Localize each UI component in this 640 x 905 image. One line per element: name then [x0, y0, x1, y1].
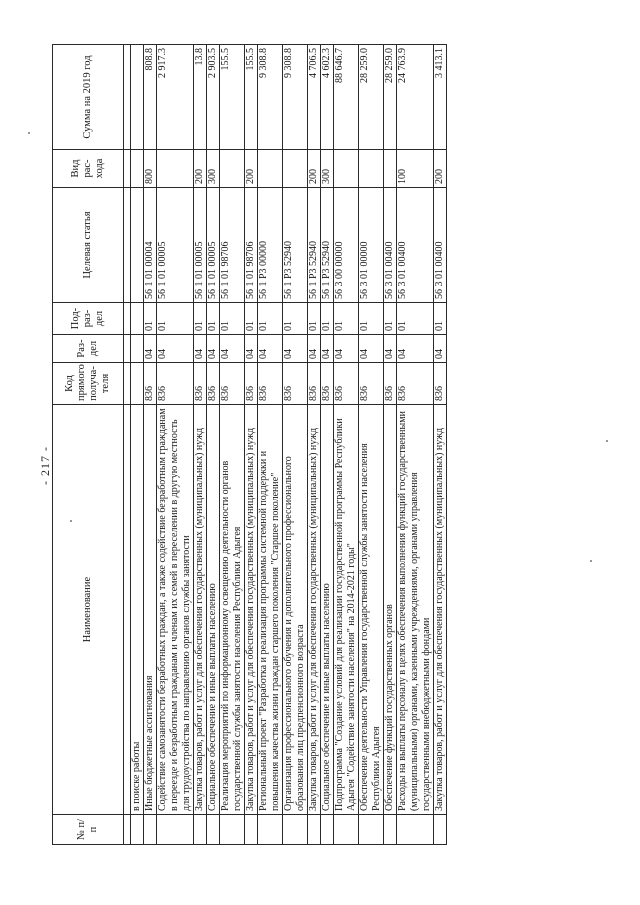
row-number [220, 815, 245, 845]
row-target-article: 56 1 01 00005 [207, 188, 220, 303]
row-target-article: 56 3 01 00000 [359, 188, 384, 303]
row-section: 04 [334, 335, 359, 363]
row-sum: 9 308.8 [283, 45, 308, 150]
row-sum: 24 763.9 [397, 45, 434, 150]
row-target-article: 56 1 P3 00000 [258, 188, 283, 303]
header-kind: Вид рас- хода [53, 150, 124, 188]
row-recipient-code: 836 [384, 363, 397, 405]
row-expense-kind [131, 150, 144, 188]
row-recipient-code: 836 [144, 363, 157, 405]
row-target-article [131, 188, 144, 303]
empty-cell [124, 188, 131, 303]
row-target-article: 56 1 01 00004 [144, 188, 157, 303]
row-sum: 808.8 [144, 45, 157, 150]
row-target-article: 56 3 00 00000 [334, 188, 359, 303]
row-sum: 2 903.5 [207, 45, 220, 150]
row-sum [131, 45, 144, 150]
table-row [207, 45, 220, 845]
row-number [359, 815, 384, 845]
row-section: 04 [157, 335, 194, 363]
row-expense-kind [359, 150, 384, 188]
row-expense-kind: 300 [321, 150, 334, 188]
row-expense-kind [220, 150, 245, 188]
table-row [220, 45, 245, 845]
table-body [124, 45, 447, 845]
header-section: Раз- дел [53, 335, 124, 363]
row-section [131, 335, 144, 363]
row-expense-kind [258, 150, 283, 188]
empty-cell [124, 335, 131, 363]
row-name: Закупка товаров, работ и услуг для обеспечения государственных (муниципальных) нужд [434, 405, 447, 815]
row-number [321, 815, 334, 845]
row-name: Расходы на выплаты персоналу в целях обеспечения выполнения функций государственными (муниципальными) органами, казенными учреждениями, органами управления государственными внебюджетными фондами [397, 405, 434, 815]
table-row [194, 45, 207, 845]
row-section: 04 [283, 335, 308, 363]
row-subsection: 01 [194, 303, 207, 335]
row-target-article: 56 3 01 00400 [434, 188, 447, 303]
table-row [258, 45, 283, 845]
row-expense-kind [157, 150, 194, 188]
row-recipient-code: 836 [220, 363, 245, 405]
row-name: Обеспечение функций государственных органов [384, 405, 397, 815]
row-expense-kind: 200 [194, 150, 207, 188]
row-target-article: 56 1 P3 52940 [308, 188, 321, 303]
header-name: Наименование [53, 405, 124, 815]
row-subsection: 01 [220, 303, 245, 335]
row-subsection: 01 [283, 303, 308, 335]
empty-cell [124, 363, 131, 405]
row-subsection: 01 [207, 303, 220, 335]
row-number [334, 815, 359, 845]
row-number [144, 815, 157, 845]
scan-speck [590, 560, 592, 562]
row-target-article: 56 1 01 00005 [194, 188, 207, 303]
row-recipient-code: 836 [321, 363, 334, 405]
row-subsection [131, 303, 144, 335]
row-number [258, 815, 283, 845]
table-row [283, 45, 308, 845]
table-row-spacer [124, 45, 131, 845]
row-subsection: 01 [384, 303, 397, 335]
row-section: 04 [194, 335, 207, 363]
row-name: Социальное обеспечение и иные выплаты населению [207, 405, 220, 815]
row-recipient-code: 836 [194, 363, 207, 405]
row-number [397, 815, 434, 845]
row-sum: 9 308.8 [258, 45, 283, 150]
row-number [283, 815, 308, 845]
row-subsection: 01 [245, 303, 258, 335]
row-expense-kind [384, 150, 397, 188]
table-row [334, 45, 359, 845]
row-section: 04 [321, 335, 334, 363]
row-number [157, 815, 194, 845]
row-target-article: 56 3 01 00400 [384, 188, 397, 303]
row-number [384, 815, 397, 845]
row-name: Закупка товаров, работ и услуг для обеспечения государственных (муниципальных) нужд [308, 405, 321, 815]
empty-cell [124, 303, 131, 335]
header-code: Код прямого получа- теля [53, 363, 124, 405]
row-recipient-code: 836 [245, 363, 258, 405]
header-sum: Сумма на 2019 год [53, 45, 124, 150]
row-expense-kind: 800 [144, 150, 157, 188]
row-section: 04 [258, 335, 283, 363]
row-expense-kind: 200 [434, 150, 447, 188]
row-recipient-code: 836 [434, 363, 447, 405]
row-sum: 28 259.0 [384, 45, 397, 150]
row-recipient-code: 836 [283, 363, 308, 405]
row-sum: 28 259.0 [359, 45, 384, 150]
row-recipient-code: 836 [334, 363, 359, 405]
row-name: Региональный проект "Разработка и реализация программы системной поддержки и повышения качества жизни граждан старшего поколения "Старшее поколение" [258, 405, 283, 815]
row-recipient-code: 836 [258, 363, 283, 405]
empty-cell [124, 815, 131, 845]
row-number [308, 815, 321, 845]
row-target-article: 56 1 01 98706 [220, 188, 245, 303]
page-number: - 217 - [38, 446, 52, 485]
row-recipient-code: 836 [397, 363, 434, 405]
row-name: Социальное обеспечение и иные выплаты населению [321, 405, 334, 815]
table-row [384, 45, 397, 845]
row-number [131, 815, 144, 845]
row-subsection: 01 [359, 303, 384, 335]
header-target: Целевая статья [53, 188, 124, 303]
table-row [131, 45, 144, 845]
row-sum: 2 917.3 [157, 45, 194, 150]
table-row [321, 45, 334, 845]
table-row [308, 45, 321, 845]
row-target-article: 56 1 P3 52940 [283, 188, 308, 303]
row-section: 04 [359, 335, 384, 363]
row-expense-kind [334, 150, 359, 188]
row-number [207, 815, 220, 845]
row-section: 04 [207, 335, 220, 363]
row-section: 04 [220, 335, 245, 363]
row-name: Закупка товаров, работ и услуг для обеспечения государственных (муниципальных) нужд [194, 405, 207, 815]
row-subsection: 01 [434, 303, 447, 335]
row-recipient-code: 836 [359, 363, 384, 405]
row-subsection: 01 [397, 303, 434, 335]
empty-cell [124, 405, 131, 815]
row-name: Содействие самозанятости безработных граждан, а также содействие безработным гражданам в переезде и безработным гражданам и членам их семей в переселении в другую местность для трудоустройства по направлению органов службы занятости [157, 405, 194, 815]
row-section: 04 [308, 335, 321, 363]
row-recipient-code: 836 [308, 363, 321, 405]
row-subsection: 01 [258, 303, 283, 335]
table-row [434, 45, 447, 845]
row-sum: 155.5 [245, 45, 258, 150]
row-name: Иные бюджетные ассигнования [144, 405, 157, 815]
row-name: Организация профессионального обучения и дополнительного профессионального образования лиц предпенсионного возраста [283, 405, 308, 815]
row-sum: 155.5 [220, 45, 245, 150]
row-recipient-code [131, 363, 144, 405]
header-num: № п/п [53, 815, 124, 845]
table-row [144, 45, 157, 845]
row-expense-kind: 300 [207, 150, 220, 188]
row-name: Реализация мероприятий по информационному освещению деятельности органов государственной службы занятости населения Республики Адыгея [220, 405, 245, 815]
row-section: 04 [144, 335, 157, 363]
row-number [245, 815, 258, 845]
table-row [157, 45, 194, 845]
row-section: 04 [384, 335, 397, 363]
row-name: Обеспечение деятельности Управления государственной службы занятости населения Республики Адыгея [359, 405, 384, 815]
row-section: 04 [397, 335, 434, 363]
row-name: Закупка товаров, работ и услуг для обеспечения государственных (муниципальных) нужд [245, 405, 258, 815]
row-subsection: 01 [308, 303, 321, 335]
empty-cell [124, 45, 131, 150]
header-subsection: Под- раз- дел [53, 303, 124, 335]
row-target-article: 56 1 01 00005 [157, 188, 194, 303]
row-subsection: 01 [144, 303, 157, 335]
row-number [194, 815, 207, 845]
row-expense-kind: 200 [308, 150, 321, 188]
row-subsection: 01 [157, 303, 194, 335]
table-row [359, 45, 384, 845]
row-expense-kind [283, 150, 308, 188]
scan-speck [28, 132, 30, 134]
row-section: 04 [434, 335, 447, 363]
row-sum: 13.8 [194, 45, 207, 150]
row-sum: 4 602.3 [321, 45, 334, 150]
empty-cell [124, 150, 131, 188]
row-target-article: 56 1 01 98706 [245, 188, 258, 303]
table-row [245, 45, 258, 845]
row-expense-kind: 200 [245, 150, 258, 188]
table-row [397, 45, 434, 845]
row-recipient-code: 836 [207, 363, 220, 405]
scan-speck [606, 440, 608, 442]
scan-speck [70, 520, 72, 522]
row-recipient-code: 836 [157, 363, 194, 405]
row-section: 04 [245, 335, 258, 363]
row-sum: 3 413.1 [434, 45, 447, 150]
table-header-row [53, 45, 124, 845]
row-subsection: 01 [321, 303, 334, 335]
budget-table [52, 44, 447, 845]
row-expense-kind: 100 [397, 150, 434, 188]
row-name: Подпрограмма "Создание условий для реализации государственной программы Республики Адыгея "Содействие занятости населения" на 2014-2021 годы" [334, 405, 359, 815]
row-sum: 4 706.5 [308, 45, 321, 150]
row-target-article: 56 3 01 00400 [397, 188, 434, 303]
row-target-article: 56 1 P3 52940 [321, 188, 334, 303]
row-subsection: 01 [334, 303, 359, 335]
row-sum: 88 646.7 [334, 45, 359, 150]
row-number [434, 815, 447, 845]
row-name: в поиске работы [131, 405, 144, 815]
